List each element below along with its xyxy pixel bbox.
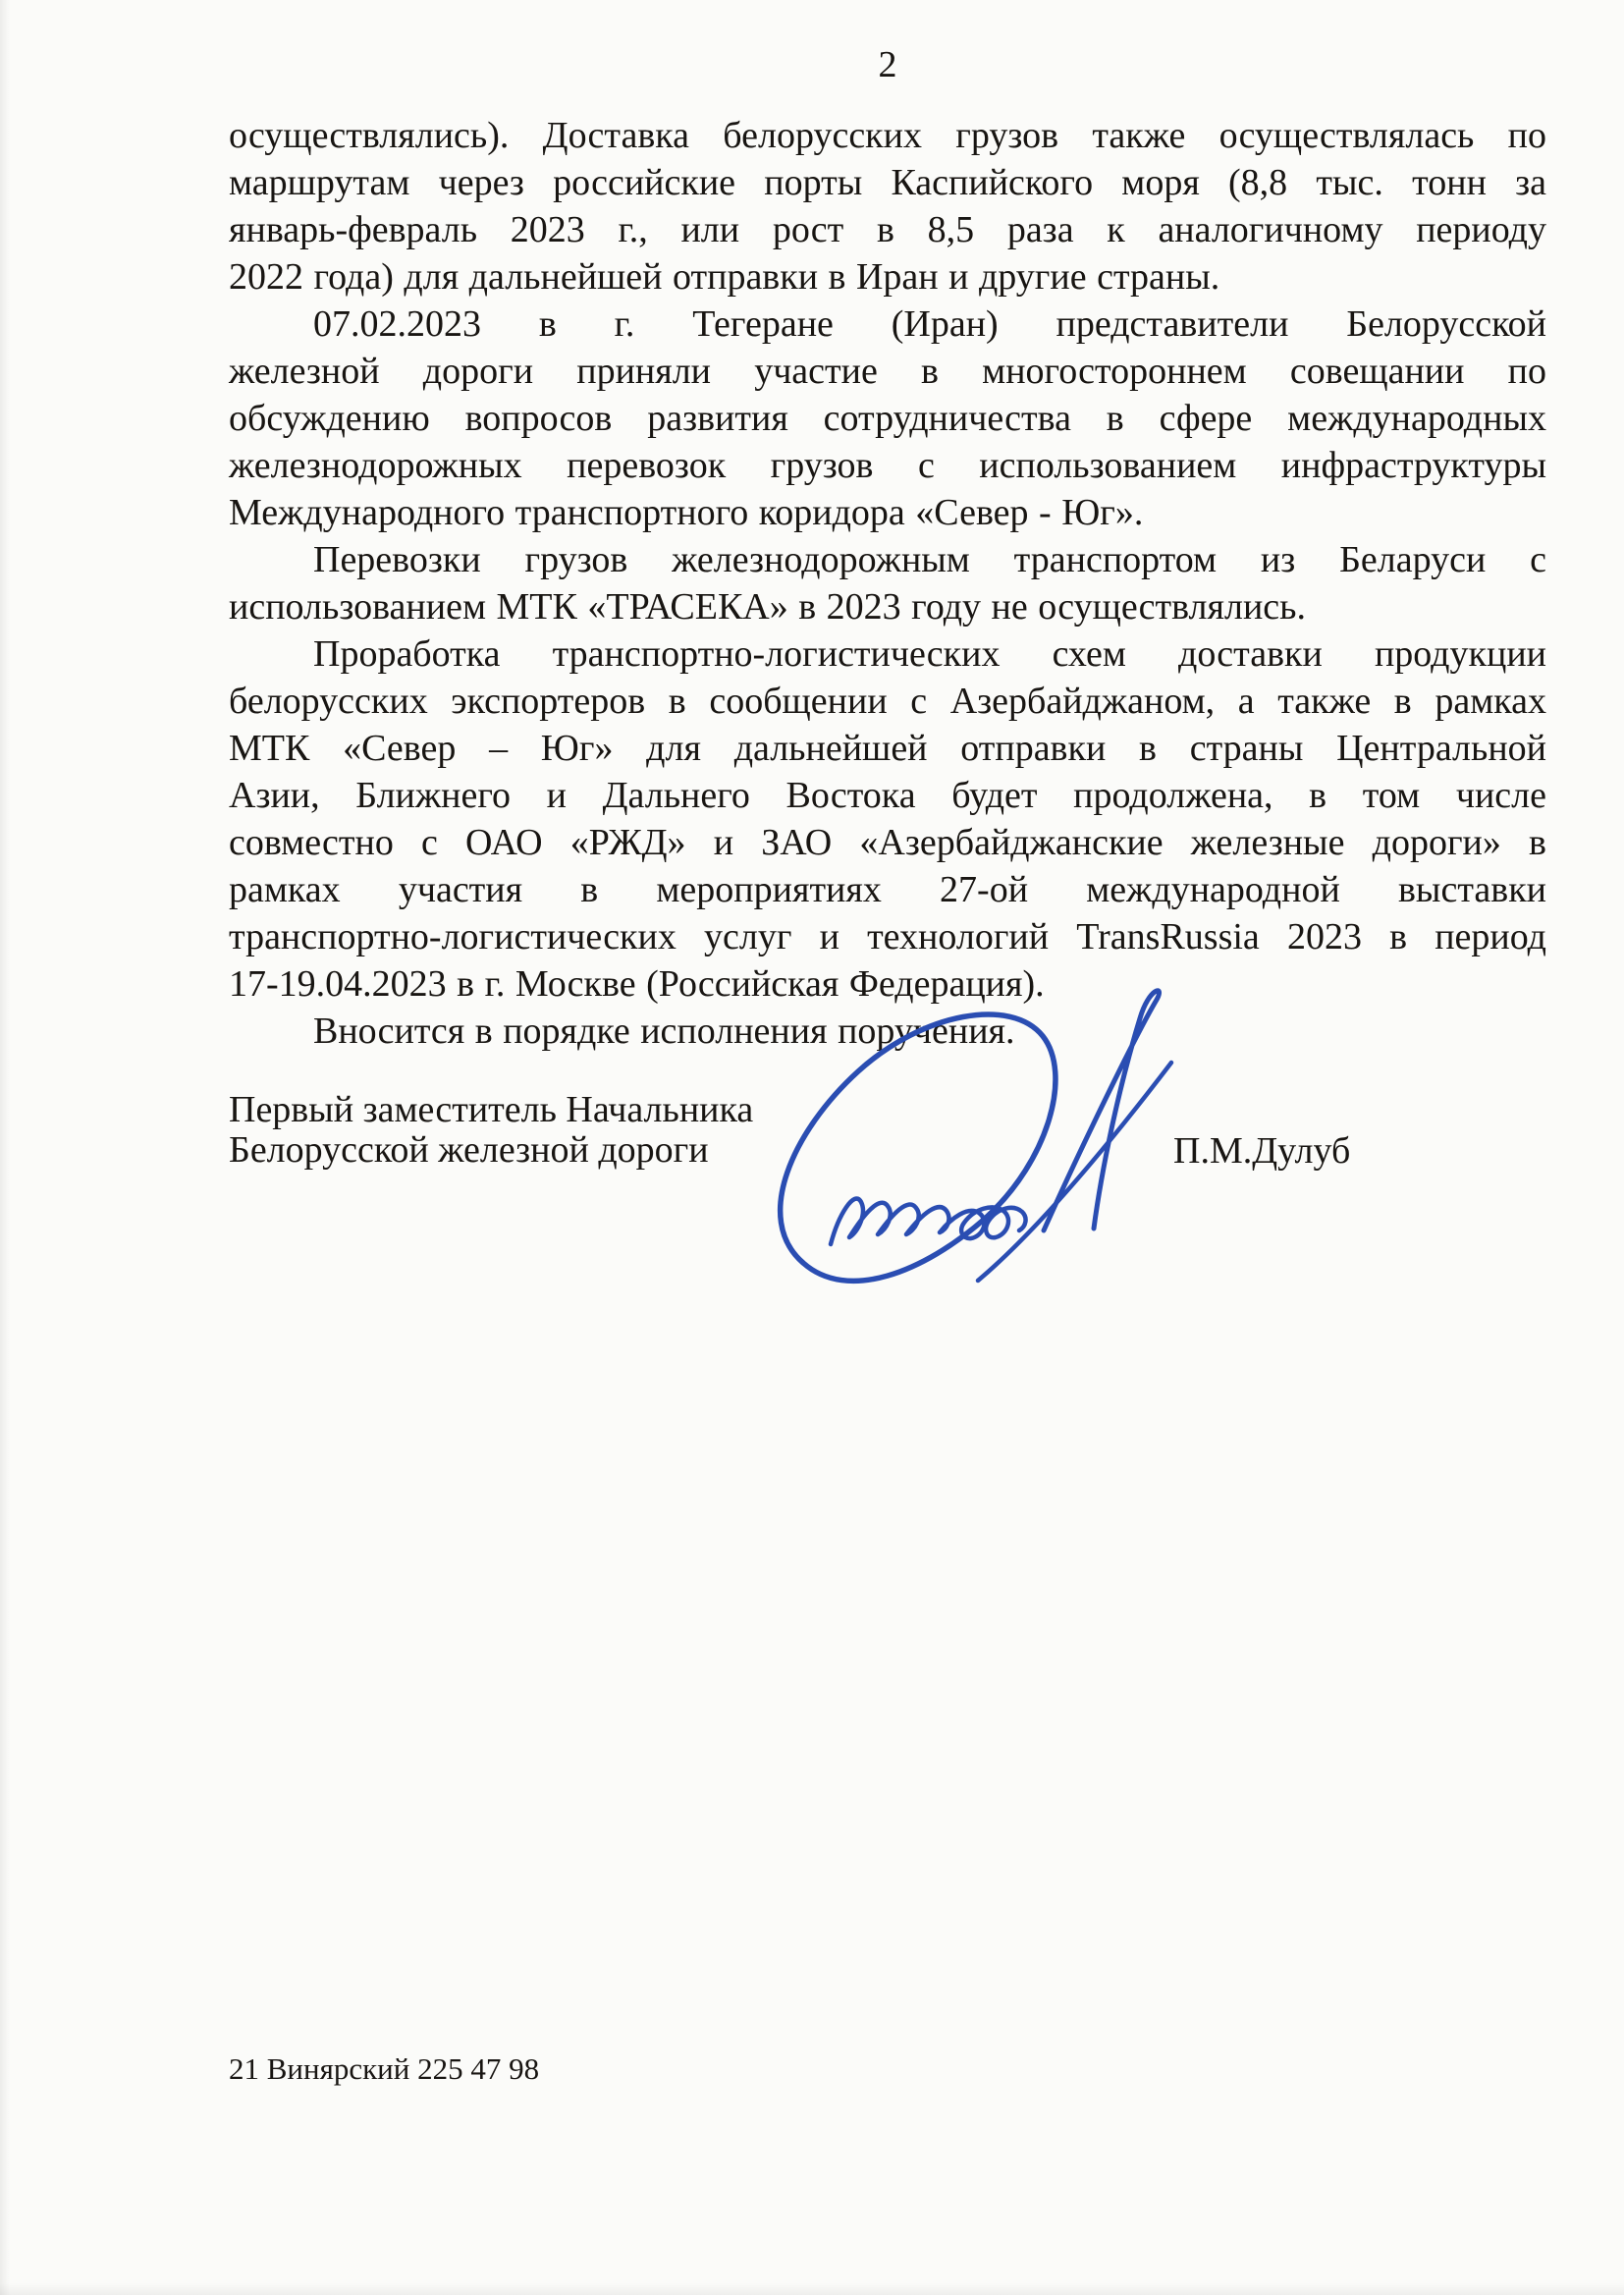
text-line: железной дороги приняли участие в многостороннем совещании по [229, 351, 1546, 392]
signature-stroke [781, 1014, 1056, 1281]
text-line: Проработка транспортно-логистических схем доставки продукции [313, 633, 1546, 675]
text-line: транспортно-логистических услуг и технологий TransRussia 2023 в период [229, 916, 1546, 957]
executor-reference: 21 Винярский 225 47 98 [229, 2051, 540, 2086]
paragraph [229, 630, 1546, 1008]
paragraph [229, 536, 1546, 630]
text-line: совместно с ОАО «РЖД» и ЗАО «Азербайджанские железные дороги» в [229, 822, 1546, 863]
text-line: Международного транспортного коридора «Север - Юг». [229, 492, 1144, 533]
text-line: МТК «Север – Юг» для дальнейшей отправки в страны Центральной [229, 728, 1546, 769]
signature-stroke [831, 1199, 1026, 1244]
signatory-position-line-1: Первый заместитель Начальника [229, 1089, 754, 1130]
text-line: 07.02.2023 в г. Тегеране (Иран) представители Белорусской [313, 303, 1546, 345]
signatory-position [229, 1090, 753, 1171]
signature-stroke [978, 1063, 1171, 1281]
text-line: использованием МТК «ТРАСЕКА» в 2023 году не осуществлялись. [229, 586, 1306, 628]
text-line: осуществлялись). Доставка белорусских грузов также осуществлялась по [229, 115, 1546, 156]
text-line: Перевозки грузов железнодорожным транспортом из Беларуси с [313, 539, 1546, 580]
text-line: маршрутам через российские порты Каспийского моря (8,8 тыс. тонн за [229, 162, 1546, 203]
text-line: белорусских экспортеров в сообщении с Азербайджаном, а также в рамках [229, 681, 1546, 722]
text-line: 2022 года) для дальнейшей отправки в Иран и другие страны. [229, 256, 1220, 298]
handwritten-signature [756, 967, 1188, 1301]
text-line: обсуждению вопросов развития сотрудничества в сфере международных [229, 398, 1546, 439]
text-line: Вносится в порядке исполнения поручения. [313, 1011, 1015, 1052]
text-line: рамках участия в мероприятиях 27-ой международной выставки [229, 869, 1546, 910]
paragraph [229, 112, 1546, 301]
text-line: Азии, Ближнего и Дальнего Востока будет продолжена, в том числе [229, 775, 1546, 816]
signatory-name: П.М.Дулуб [1173, 1130, 1351, 1172]
document-body [229, 112, 1546, 1055]
text-line: железнодорожных перевозок грузов с использованием инфраструктуры [229, 445, 1546, 486]
signatory-position-line-2: Белорусской железной дороги [229, 1129, 709, 1171]
text-line: январь-февраль 2023 г., или рост в 8,5 раза к аналогичному периоду [229, 209, 1546, 250]
page-number: 2 [878, 44, 897, 85]
text-line: 17-19.04.2023 в г. Москве (Российская Федерация). [229, 963, 1045, 1005]
paragraph [229, 301, 1546, 536]
